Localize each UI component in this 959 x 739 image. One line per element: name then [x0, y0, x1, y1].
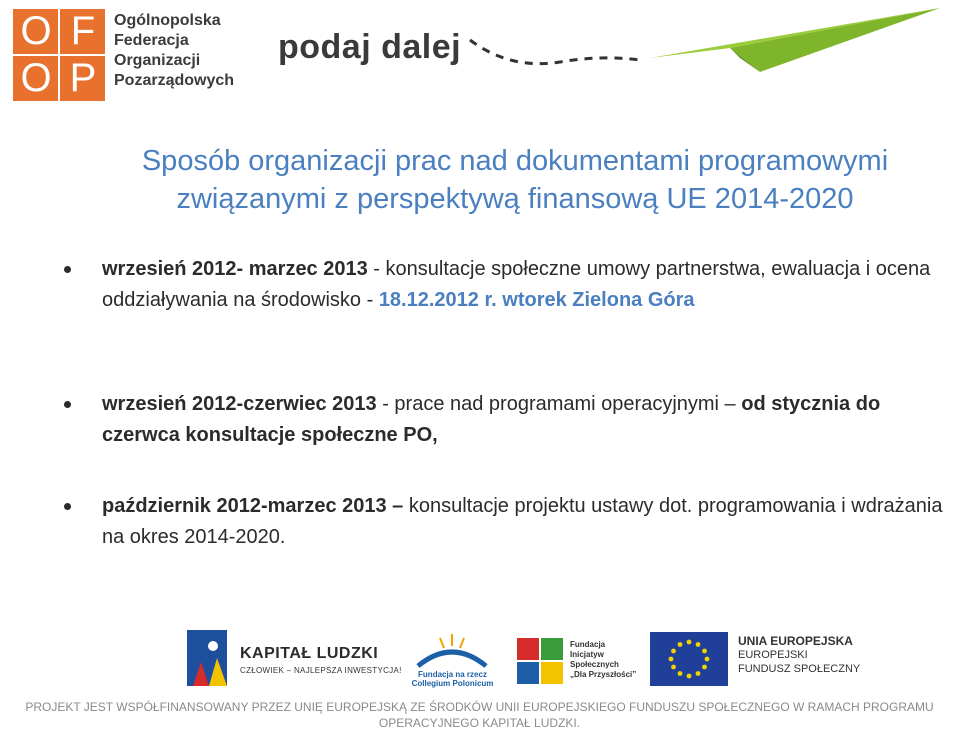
ofop-letter-f: F	[59, 8, 106, 55]
fis-line-3: Społecznych	[570, 660, 619, 669]
bold-tail: od stycznia do czerwca konsultacje społeczne PO,	[102, 393, 881, 446]
list-item	[102, 389, 952, 451]
period: wrzesień 2012- marzec 2013	[102, 258, 368, 280]
title-line-2: związanymi z perspektywą finansową UE 2014-2020	[176, 183, 854, 215]
org-line-1: Ogólnopolska	[114, 12, 221, 29]
org-name	[114, 11, 234, 91]
eu-title: UNIA EUROPEJSKA	[738, 634, 853, 648]
paper-plane-icon	[440, 0, 959, 90]
kl-subtitle: CZŁOWIEK – NAJLEPSZA INWESTYCJA!	[240, 666, 402, 675]
eu-label	[738, 634, 860, 676]
fis-line-2: Inicjatyw	[570, 650, 604, 659]
eu-flag-icon	[650, 632, 728, 686]
ofop-logo	[12, 8, 106, 102]
ofop-letter-o: O	[12, 8, 59, 55]
period: październik 2012-marzec 2013 –	[102, 495, 404, 517]
list-item	[102, 491, 952, 553]
fcp-line-1: Fundacja na rzecz	[418, 670, 487, 679]
item-text: - konsultacje społeczne umowy partnerstwa, ewaluacja i ocena oddziaływania na środowisko -	[102, 258, 931, 311]
funding-line-2: OPERACYJNEGO KAPITAŁ LUDZKI.	[378, 716, 581, 730]
list-item	[102, 254, 952, 316]
bullet-icon	[64, 401, 71, 408]
bullet-icon	[64, 266, 71, 273]
page-title	[100, 142, 930, 218]
kl-title: KAPITAŁ LUDZKI	[240, 645, 379, 662]
fcp-name	[410, 670, 495, 688]
org-line-4: Pozarządowych	[114, 72, 235, 89]
tagline: podaj dalej	[278, 28, 462, 66]
fis-line-1: Fundacja	[570, 640, 606, 649]
bullet-icon	[64, 503, 71, 510]
fis-name	[570, 640, 636, 680]
fis-line-4: „Dla Przyszłości”	[570, 670, 637, 679]
fcp-sun-icon	[412, 632, 492, 670]
puzzle-icon	[515, 636, 565, 688]
ofop-letter-p: P	[59, 55, 106, 102]
title-line-1: Sposób organizacji prac nad dokumentami programowymi	[141, 145, 889, 177]
org-line-3: Organizacji	[114, 52, 201, 69]
period: wrzesień 2012-czerwiec 2013	[102, 393, 377, 415]
eu-line-2: EUROPEJSKI	[738, 649, 808, 661]
kapital-ludzki-logo-icon	[183, 628, 235, 690]
fcp-line-2: Collegium Polonicum	[411, 679, 494, 688]
item-text: konsultacje projektu ustawy dot. programowania i wdrażania na okres 2014-2020.	[102, 495, 943, 548]
highlight-text: 18.12.2012 r. wtorek Zielona Góra	[378, 289, 695, 311]
org-line-2: Federacja	[114, 32, 189, 49]
eu-line-3: FUNDUSZ SPOŁECZNY	[738, 663, 861, 675]
funding-line-1: PROJEKT JEST WSPÓŁFINANSOWANY PRZEZ UNIĘ EUROPEJSKĄ ZE ŚRODKÓW UNII EUROPEJSKIEGO FUNDUSZU SPOŁECZNEGO W RAMACH PROGRAMU	[25, 700, 934, 714]
ofop-letter-o2: O	[12, 55, 59, 102]
item-text: - prace nad programami operacyjnymi –	[376, 393, 742, 415]
